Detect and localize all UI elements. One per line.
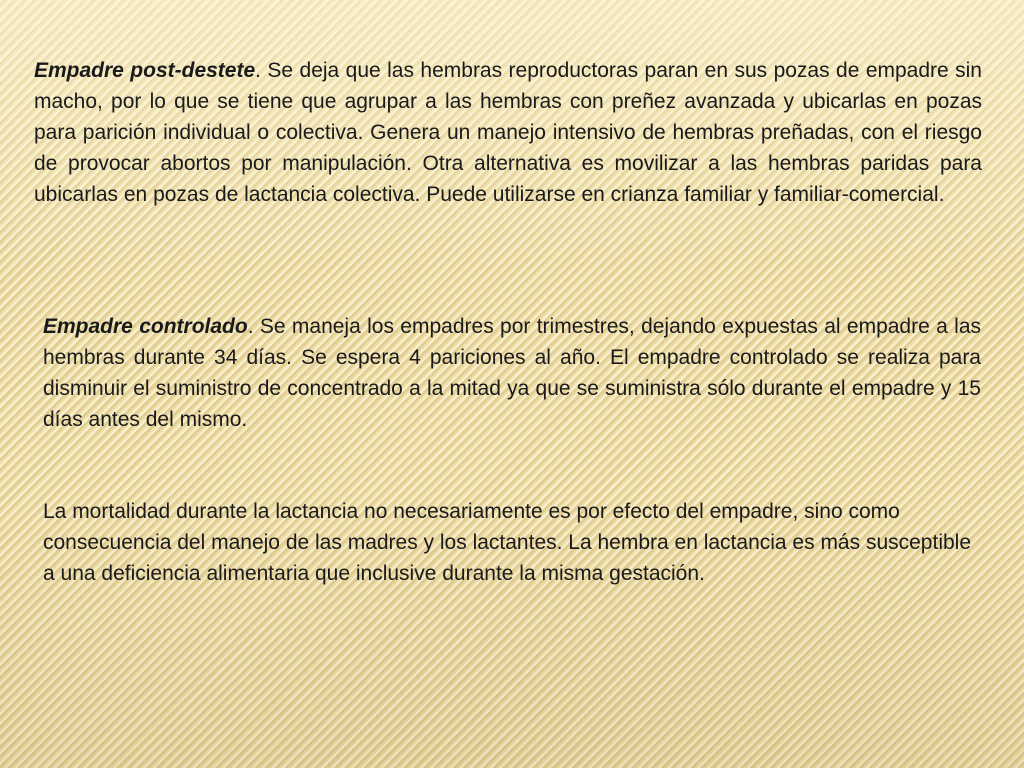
paragraph-lead-term: Empadre controlado: [43, 315, 248, 338]
paragraph-body: . Se maneja los empadres por trimestres, dejando expuestas al empadre a las hembras durante 34 días. Se espera 4 pariciones al año. El empadre controlado se realiza para disminuir el suministro de concentrado a la mitad ya que se suministra sólo durante el empadre y 15 días antes del mismo.: [43, 315, 981, 431]
paragraph-empadre-controlado: [43, 311, 981, 435]
paragraph-mortalidad-lactancia: [43, 496, 981, 589]
paragraph-empadre-post-destete: [34, 55, 982, 210]
paragraph-body: . Se deja que las hembras reproductoras paran en sus pozas de empadre sin macho, por lo que se tiene que agrupar a las hembras con preñez avanzada y ubicarlas en pozas para parición individual o colectiva. Genera un manejo intensivo de hembras preñadas, con el riesgo de provocar abortos por manipulación. Otra alternativa es movilizar a las hembras paridas para ubicarlas en pozas de lactancia colectiva. Puede utilizarse en crianza familiar y familiar-comercial.: [34, 59, 982, 206]
paragraph-lead-term: Empadre post-destete: [34, 59, 256, 82]
paragraph-body: La mortalidad durante la lactancia no necesariamente es por efecto del empadre, sino como consecuencia del manejo de las madres y los lactantes. La hembra en lactancia es más susceptible a una deficiencia alimentaria que inclusive durante la misma gestación.: [43, 500, 972, 585]
